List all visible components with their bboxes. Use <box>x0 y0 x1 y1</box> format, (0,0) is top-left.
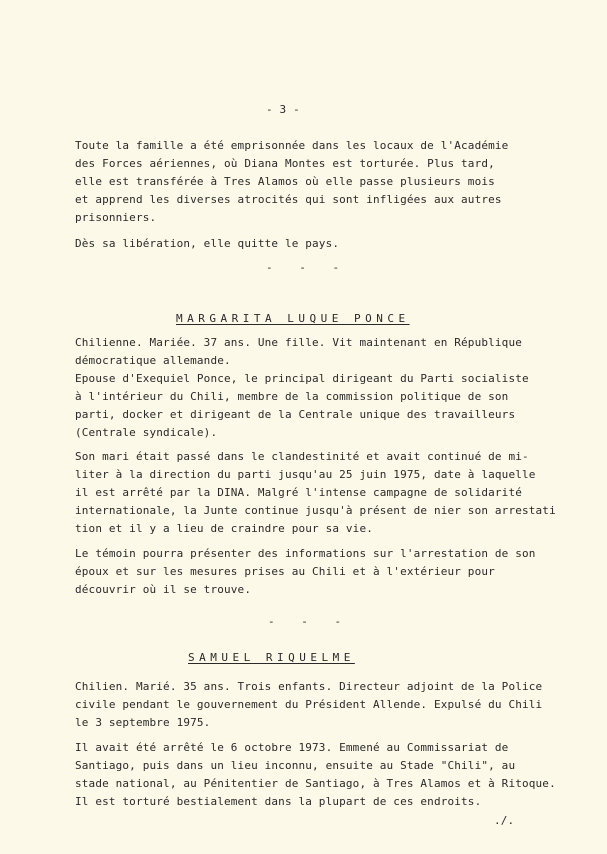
text-line: Chilien. Marié. 35 ans. Trois enfants. Directeur adjoint de la Police <box>75 680 543 693</box>
text-line: découvrir où il se trouve. <box>75 583 252 596</box>
text-line: des Forces aériennes, où Diana Montes est torturée. Plus tard, <box>75 157 495 170</box>
text-line: tion et il y a lieu de craindre pour sa vie. <box>75 522 373 535</box>
text-line: Le témoin pourra présenter des informations sur l'arrestation de son <box>75 547 536 560</box>
continuation-mark: ./. <box>494 814 515 827</box>
text-line: internationale, la Junte continue jusqu'à présent de nier son arrestati <box>75 504 556 517</box>
text-line: à l'intérieur du Chili, membre de la commission politique de son <box>75 390 509 403</box>
section-heading: MARGARITA LUQUE PONCE <box>176 312 410 325</box>
text-line: stade national, au Pénitentier de Santiago, à Tres Alamos et à Ritoque. <box>75 777 556 790</box>
text-line: prisonniers. <box>75 211 157 224</box>
text-line: époux et sur les mesures prises au Chili et à l'extérieur pour <box>75 565 495 578</box>
text-line: Chilienne. Mariée. 37 ans. Une fille. Vit maintenant en République <box>75 336 522 349</box>
text-line: démocratique allemande. <box>75 354 231 367</box>
text-line: le 3 septembre 1975. <box>75 716 211 729</box>
text-line: parti, docker et dirigeant de la Centrale unique des travailleurs <box>75 408 516 421</box>
text-line: il est arrêté par la DINA. Malgré l'intense campagne de solidarité <box>75 486 522 499</box>
separator: - - - <box>268 615 352 628</box>
text-line: et apprend les diverses atrocités qui sont infligées aux autres <box>75 193 502 206</box>
separator: - - - <box>266 261 350 274</box>
text-line: Il avait été arrêté le 6 octobre 1973. Emmené au Commissariat de <box>75 741 509 754</box>
text-line: Epouse d'Exequiel Ponce, le principal dirigeant du Parti socialiste <box>75 372 529 385</box>
text-line: Dès sa libération, elle quitte le pays. <box>75 237 340 250</box>
text-line: Toute la famille a été emprisonnée dans les locaux de l'Académie <box>75 139 509 152</box>
text-line: civile pendant le gouvernement du Président Allende. Expulsé du Chili <box>75 698 543 711</box>
text-line: Son mari était passé dans le clandestinité et avait continué de mi- <box>75 450 529 463</box>
page-number: - 3 - <box>266 103 300 116</box>
text-line: elle est transférée à Tres Alamos où elle passe plusieurs mois <box>75 175 495 188</box>
text-line: Santiago, puis dans un lieu inconnu, ensuite au Stade "Chili", au <box>75 759 516 772</box>
text-line: (Centrale syndicale). <box>75 426 218 439</box>
text-line: Il est torturé bestialement dans la plupart de ces endroits. <box>75 795 482 808</box>
section-heading: SAMUEL RIQUELME <box>188 651 355 664</box>
text-line: liter à la direction du parti jusqu'au 25 juin 1975, date à laquelle <box>75 468 536 481</box>
